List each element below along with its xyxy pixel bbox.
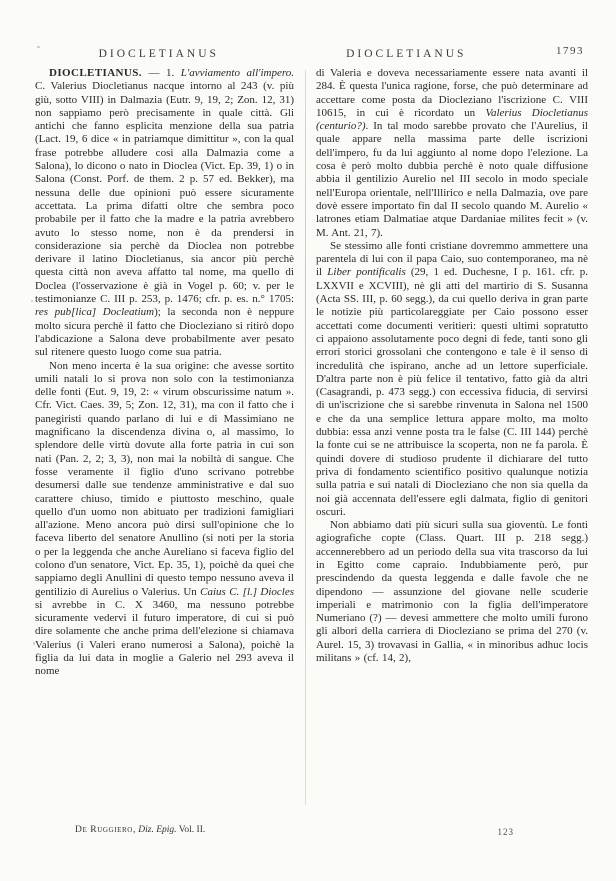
scan-speck — [37, 46, 40, 48]
paragraph — [316, 519, 588, 665]
imprint-line — [75, 825, 205, 835]
column-divider-rule — [305, 70, 306, 805]
text-segment: di Valeria e doveva necessariamente essere nata avanti il 284. È questa l'unica ragione, forse, che può determinare ad accettare come posta da Diocleziano l'iscrizione C. VIII 10615, in cui è ricordato un — [316, 67, 588, 119]
header-left-half — [35, 44, 283, 62]
column-left — [35, 67, 294, 815]
text-segment: res pub[lica] Docleatium — [35, 306, 155, 319]
text-columns — [35, 67, 588, 815]
paragraph — [316, 67, 588, 240]
imprint-volume: Vol. II. — [176, 825, 206, 835]
text-segment: L'avviamento all'impero. — [180, 67, 294, 79]
text-segment: si avrebbe in C. X 3460, ma nessuno potrebbe sicuramente vedervi il futuro imperatore, di cui si può dire solamente che anche prima dell'elezione si chiamava Valerius (i Valeri erano numerosi a Salona), poichè la figlia da lui data in moglie a Galerio nel 293 aveva il nome — [35, 598, 294, 678]
text-segment: Non meno incerta è la sua origine: che avesse sortito umili natali lo si prova non solo con la testimonianza delle fonti (Eut. 9, 19, 2: « virum obscurissime natum ». Cfr. Vict. Caes. 39, 5; Zon. 12, 31), ma con il fatto che i panegiristi quando parlano di lui e di Massimiano ne magnificano la discendenza divina o, al massimo, lo splendore delle virtù dovute alla forte patria in cui son nati (Pan. 2, 2; 3, 3), non mai la nobiltà di sangue. Che fosse veramente il figlio d'uno scrivano potrebbe desumersi dalle sue tendenze amministrative e dal suo carattere chiuso, timido e piuttosto meschino, quale quello d'un uomo non abituato per tradizioni famigliari all'azione. Meno ancora può dirsi sull'opinione che lo faceva liberto del senatore Anullino (si noti per la storia o per la leggenda che anche Aureliano si faceva figlio del colono d'un senatore, Vict. Ep. 35, 1), poichè da quei che sappiamo degli Anullini di questo tempo nessuno aveva il gentilizio di Aurelius o Valerius. Un — [35, 359, 294, 598]
text-segment: Se stessimo alle fonti cristiane dovremmo ammettere una parentela di lui con il papa Caio, suo contemporaneo, ma nè il — [316, 239, 588, 279]
signature-mark: 123 — [497, 827, 514, 837]
page-footer — [75, 825, 588, 835]
text-segment: Valerius Diocletianus (centurio?) — [316, 106, 588, 133]
scan-speck — [33, 642, 35, 645]
text-segment: C. Valerius Diocletianus nacque intorno al 243 (v. più giù, sotto VIII) in Dalmazia (Eutr. 9, 19, 2; Zon. 12, 31) non sappiamo però precisamente in quale città. Gli antichi che fanno esplicita menzione della sua patria (Lact. 19, 6 dice « in patriamque dimittitur », con la qual frase potrebbe alludere così alla Dalmazia come a Salona), lo dicono o nato in Dioclea (Vict. Ep. 39, 1) o in Salona (Const. Porf. de them. 2 p. 57 ed. Bekker), ma nessuna delle due opinioni può essere sicuramente accettata. La prima difatti oltre che sembra poco probabile per il fatto che la madre e la patria avrebbero avuto lo stesso nome, non è da prendersi in considerazione sia perchè da Dioclea non potrebbe derivare il latino Diocletianus, sia ancor più perchè questa città non aveva affatto tal nome, ma quello di Doclea (l'osservazione è già in Vogel p. 60; v. per le testimonianze C. III p. 253, p. 1476; cfr. p. es. n.° 1705: — [35, 80, 294, 306]
paragraph — [35, 67, 294, 360]
text-segment: . In tal modo sarebbe provato che l'Aurelius, il quale appare nella massima parte delle iscrizioni dell'impero, fu da lui aggiunto al nome dopo l'elezione. La cosa è però molto dubbia perchè è noto quale diffusione abbia il gentilizio Aurelio nel III secolo in modo speciale nell'Europa orientale, nell'Illirico e nella Dalmazia, ove pare dovè essere importato fin dal II secolo quando M. Aurelio « latrones etiam Dalmatiae atque Dardaniae milites fecit » (v. M. Ant. 21, 7). — [316, 120, 588, 239]
column-right — [316, 67, 588, 815]
text-segment: Caius C. [l.] Diocles — [200, 585, 294, 598]
running-title-left: DIOCLETIANUS — [98, 48, 219, 60]
text-segment: DIOCLETIANUS. — [49, 67, 142, 79]
imprint-author: De Ruggiero, — [75, 825, 136, 835]
imprint-work-title: Diz. Epig. — [135, 825, 177, 835]
text-segment: Liber pontificalis — [327, 266, 406, 279]
text-segment: Non abbiamo dati più sicuri sulla sua gioventù. Le fonti agiografiche copte (Class. Quart. III p. 218 segg.) accennerebbero ad un periodo della sua vita trascorso da lui in Egitto come capraio. Indubbiamente però, pur prescindendo da questa leggenda e dalle favole che ne dipendono — assunzione del giovane nelle scuderie imperiali e matrimonio con la figlia dell'imperatore Numeriano (?) — devesi ammettere che molto umili furono gli albori della carriera di Diocleziano se prima del 270 (v. Aurel. 15, 3) trovavasi in Gallia, « in minoribus adhuc locis militans » (cf. 14, 2), — [316, 519, 588, 665]
paragraph — [316, 240, 588, 519]
paragraph — [35, 360, 294, 679]
page-header — [35, 44, 586, 62]
text-segment: — 1. — [141, 67, 181, 79]
page-number: 1793 — [556, 45, 584, 57]
running-title-right: DIOCLETIANUS — [346, 48, 467, 60]
text-segment: (29, 1 ed. Duchesne, I p. 161. cfr. p. LXXVII e XCVIII), nè gli atti del martirio di S. Susanna (Acta SS. III, p. 60 segg.), da cui quello deriva in gran parte le notizie più particolareggiate per Caio possono esser accettati come documenti veritieri: questi ultimi sopratutto ci appaiono assolutamente poco degni di fede, tanti sono gli errori storici grossolani che contengono e tale è il senso di incredulità che ispirano, anche ad un lettore superficiale. D'altra parte non è più felice il tentativo, fatto già da altri (Casagrandi, p. 473 segg.) con eccessiva fiducia, di servirsi di un'iscrizione che si sarebbe rinvenuta in Salona nel 1500 e che da una semplice lettura appare molto, ma molto dubbia: essa anzi venne posta tra le false (C. III 144) perchè la fonte cui se ne attribuisce la scoperta, non ne fa parola. È quindi dovere di studioso prudente il dichiarare del tutto priva di fondamento scientifico positivo qualunque notizia sulla patria e sui natali di Diocleziano che non sia quella da noi già accennata dell'essere egli dalmata, figlio di genitori oscuri. — [316, 266, 588, 518]
header-right-half — [283, 44, 587, 62]
scan-speck — [31, 300, 33, 302]
text-segment: ); la seconda non è neppure molto sicura perchè il fatto che Diocleziano si ritirò dopo l'abdicazione a Salona deve probabilmente aver pesato sul ritenere questo luogo come sua patria. — [35, 306, 294, 359]
